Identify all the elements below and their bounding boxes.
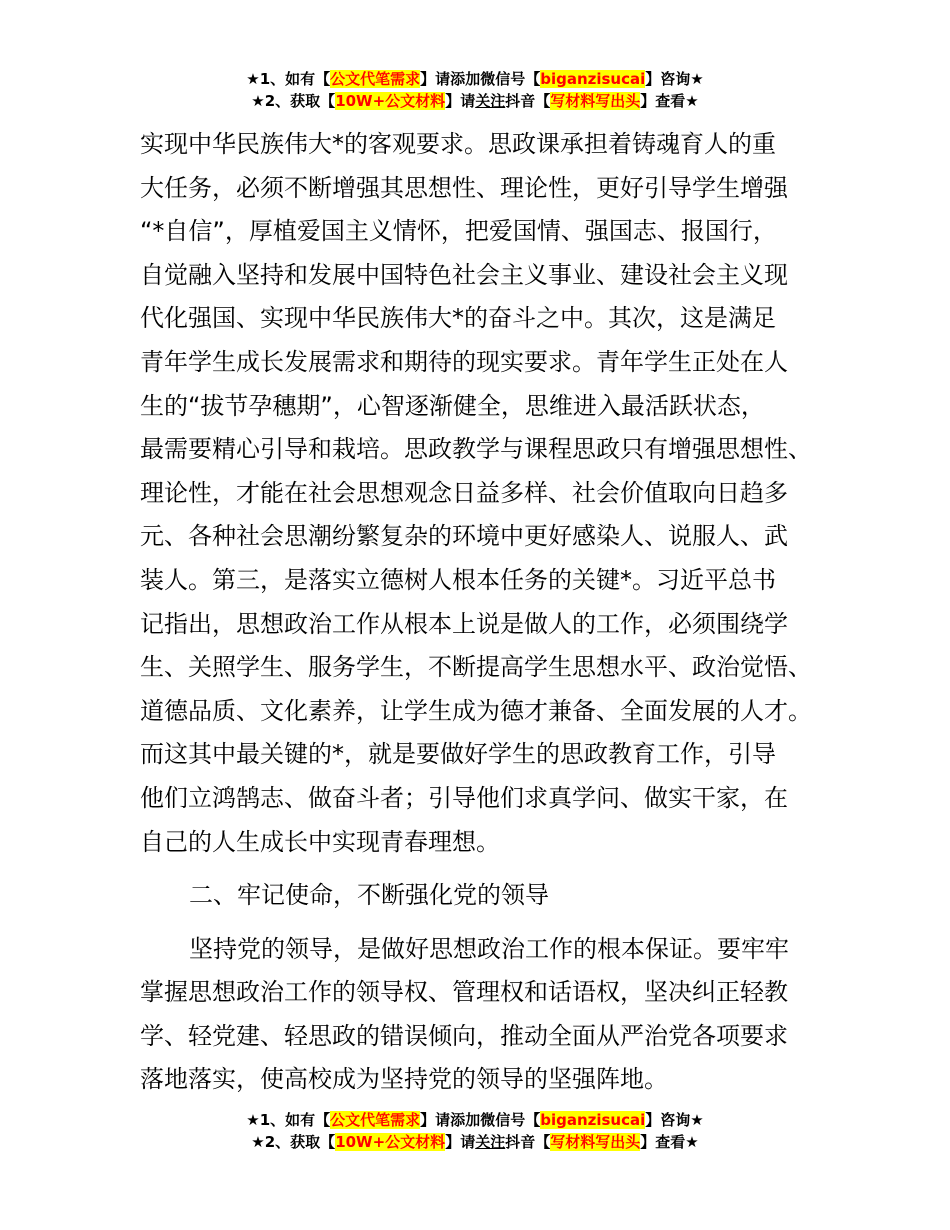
banner-line-2: ★2、获取【10W+公文材料】请关注抖音【写材料写出头】查看★ bbox=[251, 1133, 699, 1151]
text-line: 最需要精心引导和栽培。思政教学与课程思政只有增强思想性、 bbox=[140, 435, 812, 464]
text-line: 装人。第三，是落实立德树人根本任务的关键*。习近平总书 bbox=[140, 565, 776, 594]
banner-line-1: ★1、如有【公文代笔需求】请添加微信号【biganzisucai】咨询★ bbox=[246, 70, 704, 88]
text-line: 理论性，才能在社会思想观念日益多样、社会价值取向日趋多 bbox=[140, 478, 788, 507]
highlight-wechat-id: biganzisucai bbox=[540, 1111, 646, 1129]
banner-line-1: ★1、如有【公文代笔需求】请添加微信号【biganzisucai】咨询★ bbox=[246, 1111, 704, 1129]
text-line: 代化强国、实现中华民族伟大*的奋斗之中。其次，这是满足 bbox=[140, 304, 776, 333]
highlight-douyin-account: 写材料写出头 bbox=[550, 92, 641, 110]
text-line: 掌握思想政治工作的领导权、管理权和话语权，坚决纠正轻教 bbox=[140, 978, 788, 1007]
text-line: 自觉融入坚持和发展中国特色社会主义事业、建设社会主义现 bbox=[140, 260, 788, 289]
highlight-materials: 10W+公文材料 bbox=[335, 92, 446, 110]
paragraph-2 bbox=[140, 928, 840, 1102]
document-body bbox=[140, 123, 840, 1102]
highlight-materials: 10W+公文材料 bbox=[335, 1133, 446, 1151]
text-line: 落地落实，使高校成为坚持党的领导的坚强阵地。 bbox=[140, 1065, 668, 1094]
paragraph-1 bbox=[140, 123, 840, 864]
banner-line-2: ★2、获取【10W+公文材料】请关注抖音【写材料写出头】查看★ bbox=[251, 92, 699, 110]
text-line: 记指出，思想政治工作从根本上说是做人的工作，必须围绕学 bbox=[140, 609, 788, 638]
highlight-wechat-id: biganzisucai bbox=[540, 70, 646, 88]
text-line: 元、各种社会思潮纷繁复杂的环境中更好感染人、说服人、武 bbox=[140, 522, 788, 551]
text-line: 学、轻党建、轻思政的错误倾向，推动全面从严治党各项要求 bbox=[140, 1021, 788, 1050]
text-line: 实现中华民族伟大*的客观要求。思政课承担着铸魂育人的重 bbox=[140, 130, 776, 158]
text-line: 生的“拔节孕穗期”，心智逐渐健全，思维进入最活跃状态， bbox=[140, 391, 765, 420]
text-line: 道德品质、文化素养，让学生成为德才兼备、全面发展的人才。 bbox=[140, 696, 812, 725]
section-heading: 二、牢记使命，不断强化党的领导 bbox=[189, 881, 549, 910]
text-line: 青年学生成长发展需求和期待的现实要求。青年学生正处在人 bbox=[140, 347, 788, 376]
text-line: 生、关照学生、服务学生，不断提高学生思想水平、政治觉悟、 bbox=[140, 653, 812, 682]
text-line: 而这其中最关键的*，就是要做好学生的思政教育工作，引导 bbox=[140, 740, 776, 769]
text-line: 坚持党的领导，是做好思想政治工作的根本保证。要牢牢 bbox=[189, 934, 789, 963]
text-line: “*自信”，厚植爱国主义情怀，把爱国情、强国志、报国行， bbox=[140, 217, 777, 246]
text-line: 自己的人生成长中实现青春理想。 bbox=[140, 827, 500, 856]
text-line: 他们立鸿鹄志、做奋斗者；引导他们求真学问、做实干家，在 bbox=[140, 783, 788, 812]
top-banner bbox=[0, 68, 950, 112]
highlight-service: 公文代笔需求 bbox=[330, 1111, 421, 1129]
text-line: 大任务，必须不断增强其思想性、理论性，更好引导学生增强 bbox=[140, 173, 788, 202]
bottom-banner bbox=[0, 1109, 950, 1153]
highlight-service: 公文代笔需求 bbox=[330, 70, 421, 88]
highlight-douyin-account: 写材料写出头 bbox=[550, 1133, 641, 1151]
